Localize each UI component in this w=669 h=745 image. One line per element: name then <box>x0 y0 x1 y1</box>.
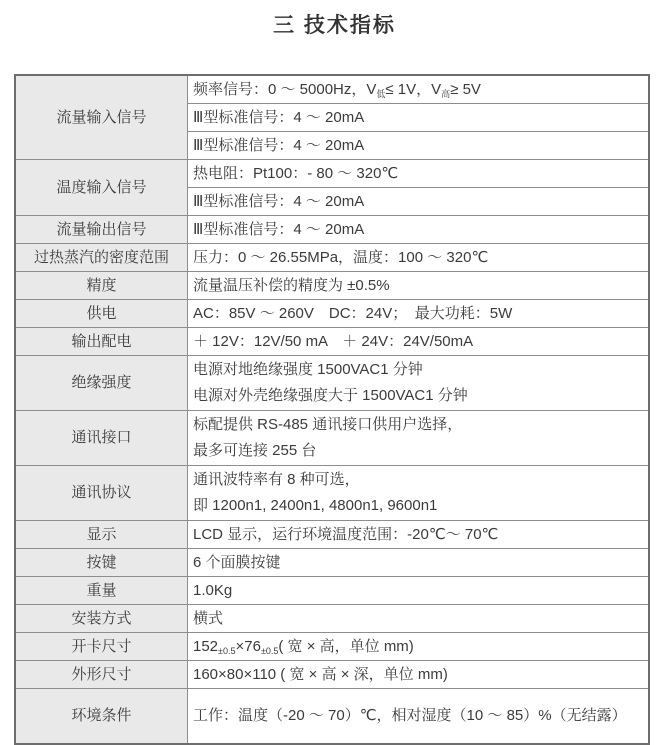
table-row <box>15 300 649 328</box>
cutout-text-2: ×76 <box>235 637 261 655</box>
freq-text-pre: 频率信号：0 ～ 5000Hz，V <box>193 80 377 98</box>
table-row <box>15 661 649 689</box>
comm-port-line-1: 标配提供 RS-485 通讯接口供用户选择， <box>193 416 463 433</box>
table-row <box>15 521 649 549</box>
cutout-tolerance-1: ±0.5 <box>218 645 236 656</box>
spec-value-display: LCD 显示，运行环境温度范围：-20℃～ 70℃ <box>188 521 650 549</box>
cutout-text-1: 152 <box>193 637 219 655</box>
table-row <box>15 75 649 104</box>
table-row <box>15 466 649 521</box>
spec-label-display: 显示 <box>15 521 188 549</box>
cutout-tolerance-2: ±0.5 <box>260 645 279 656</box>
spec-value-overall-size: 160×80×110 ( 宽 × 高 × 深，单位 mm) <box>188 661 650 689</box>
comm-port-line-2: 最多可连接 255 台 <box>193 442 317 459</box>
page-title: 三 技术指标 <box>273 14 396 37</box>
spec-label-keys: 按键 <box>15 549 188 577</box>
spec-label-weight: 重量 <box>15 577 188 605</box>
spec-label-comm-port: 通讯接口 <box>15 411 188 466</box>
spec-value-insulation <box>188 356 650 411</box>
technical-spec-table <box>14 74 650 745</box>
freq-sub-low: 低 <box>376 88 386 99</box>
spec-value-mounting: 横式 <box>188 605 650 633</box>
cutout-text-3: ( 宽 × 高，单位 mm) <box>278 637 414 655</box>
insulation-line-2: 电源对外壳绝缘强度大于 1500VAC1 分钟 <box>193 387 468 404</box>
spec-value-comm-protocol <box>188 466 650 521</box>
table-row <box>15 244 649 272</box>
spec-value-temp-standard: Ⅲ型标准信号：4 ～ 20mA <box>188 188 650 216</box>
spec-value-flow-standard-1: Ⅲ型标准信号：4 ～ 20mA <box>188 104 650 132</box>
table-row <box>15 272 649 300</box>
spec-value-power-supply: AC：85V ～ 260V DC：24V； 最大功耗：5W <box>188 300 650 328</box>
freq-text-mid: ≤ 1V，V <box>385 80 442 98</box>
comm-protocol-line-1: 通讯波特率有 8 种可选， <box>193 471 360 488</box>
spec-label-temp-input: 温度输入信号 <box>15 160 188 216</box>
table-row <box>15 549 649 577</box>
comm-protocol-line-2: 即 1200n1, 2400n1, 4800n1, 9600n1 <box>193 497 438 514</box>
spec-label-output-power: 输出配电 <box>15 328 188 356</box>
table-row <box>15 160 649 188</box>
table-row <box>15 411 649 466</box>
freq-sub-high: 高 <box>441 88 451 99</box>
spec-label-environment: 环境条件 <box>15 689 188 745</box>
spec-value-comm-port <box>188 411 650 466</box>
table-row <box>15 328 649 356</box>
spec-label-comm-protocol: 通讯协议 <box>15 466 188 521</box>
table-row <box>15 577 649 605</box>
table-row <box>15 216 649 244</box>
insulation-line-1: 电源对地绝缘强度 1500VAC1 分钟 <box>193 361 423 378</box>
spec-label-flow-output: 流量输出信号 <box>15 216 188 244</box>
spec-label-flow-input: 流量输入信号 <box>15 75 188 160</box>
spec-label-accuracy: 精度 <box>15 272 188 300</box>
table-row <box>15 605 649 633</box>
spec-label-insulation: 绝缘强度 <box>15 356 188 411</box>
spec-value-environment: 工作：温度（-20 ～ 70）℃，相对湿度（10 ～ 85）%（无结露） <box>188 689 650 745</box>
spec-value-steam-density: 压力：0 ～ 26.55MPa，温度：100 ～ 320℃ <box>188 244 650 272</box>
spec-label-steam-density: 过热蒸汽的密度范围 <box>15 244 188 272</box>
spec-label-cutout-size: 开卡尺寸 <box>15 633 188 661</box>
table-row <box>15 356 649 411</box>
table-row <box>15 689 649 745</box>
spec-value-cutout-size <box>188 633 650 661</box>
spec-value-rtd: 热电阻：Pt100：- 80 ～ 320℃ <box>188 160 650 188</box>
spec-value-output-power: ＋ 12V：12V/50 mA ＋ 24V：24V/50mA <box>188 328 650 356</box>
spec-label-power-supply: 供电 <box>15 300 188 328</box>
table-row <box>15 633 649 661</box>
freq-text-post: ≥ 5V <box>450 80 481 98</box>
spec-label-mounting: 安装方式 <box>15 605 188 633</box>
spec-value-frequency-signal <box>188 75 650 104</box>
spec-value-flow-output: Ⅲ型标准信号：4 ～ 20mA <box>188 216 650 244</box>
spec-value-weight: 1.0Kg <box>188 577 650 605</box>
spec-value-keys: 6 个面膜按键 <box>188 549 650 577</box>
spec-value-accuracy: 流量温压补偿的精度为 ±0.5% <box>188 272 650 300</box>
spec-label-overall-size: 外形尺寸 <box>15 661 188 689</box>
spec-value-flow-standard-2: Ⅲ型标准信号：4 ～ 20mA <box>188 132 650 160</box>
